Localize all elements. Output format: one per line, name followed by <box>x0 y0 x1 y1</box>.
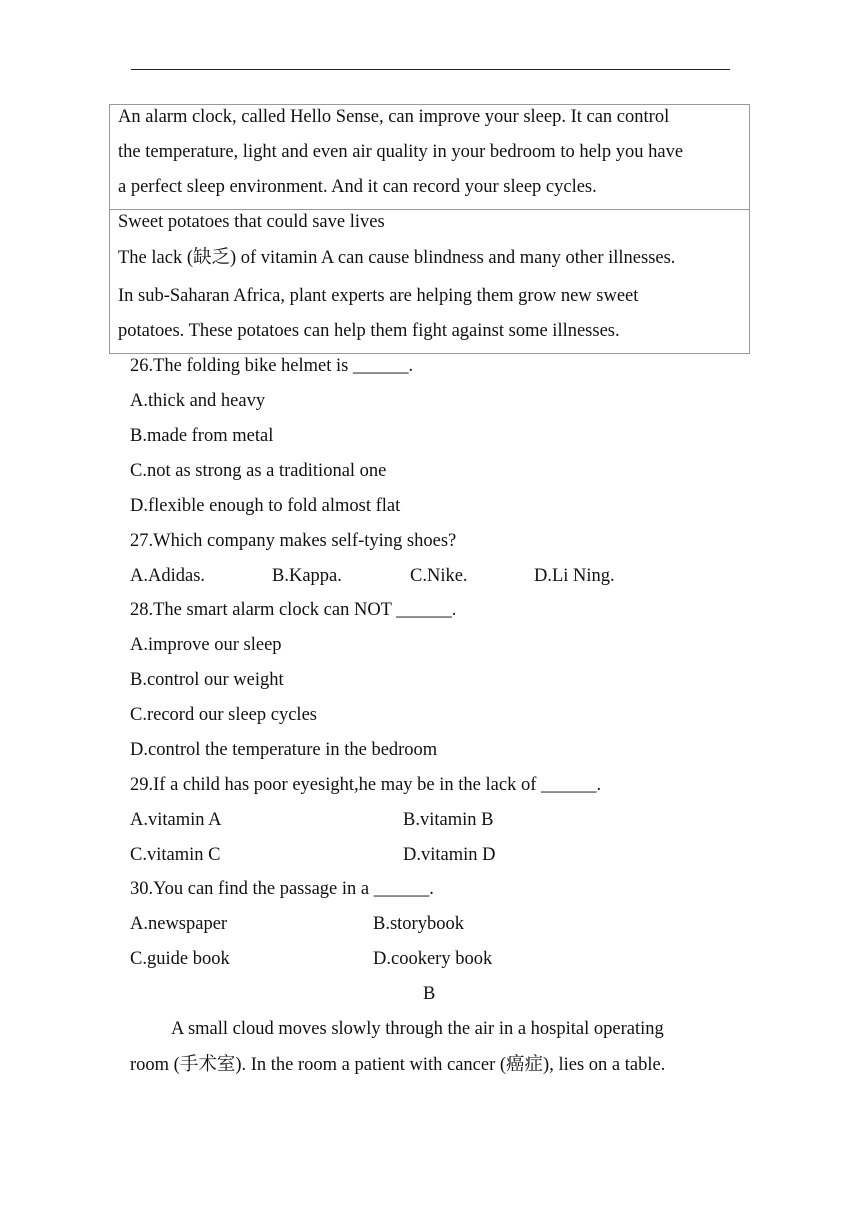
answer-option: B.vitamin B <box>403 810 494 830</box>
passage-line: An alarm clock, called Hello Sense, can improve your sleep. It can control <box>118 107 670 127</box>
answer-option: C.not as strong as a traditional one <box>130 461 387 481</box>
question-stem: 28.The smart alarm clock can NOT ______. <box>130 600 457 620</box>
header-rule <box>131 69 730 70</box>
answer-option: D.control the temperature in the bedroom <box>130 740 438 760</box>
answer-option: B.made from metal <box>130 426 274 446</box>
answer-option: C.Nike. <box>410 566 468 586</box>
passage-title: Sweet potatoes that could save lives <box>118 212 385 232</box>
passage-line: The lack (缺乏) of vitamin A can cause blindness and many other illnesses. <box>118 248 676 268</box>
answer-option: D.flexible enough to fold almost flat <box>130 496 401 516</box>
passage-line: a perfect sleep environment. And it can record your sleep cycles. <box>118 177 597 197</box>
answer-option: B.Kappa. <box>272 566 342 586</box>
question-stem: 30.You can find the passage in a ______. <box>130 879 434 899</box>
answer-option: A.newspaper <box>130 914 228 934</box>
passage-line: room (手术室). In the room a patient with cancer (癌症), lies on a table. <box>130 1055 666 1075</box>
answer-option: A.vitamin A <box>130 810 222 830</box>
answer-option: D.cookery book <box>373 949 493 969</box>
passage-line: A small cloud moves slowly through the air in a hospital operating <box>171 1019 664 1039</box>
answer-option: D.Li Ning. <box>534 566 615 586</box>
question-stem: 27.Which company makes self-tying shoes? <box>130 531 457 551</box>
answer-option: A.improve our sleep <box>130 635 282 655</box>
answer-option: C.vitamin C <box>130 845 221 865</box>
answer-option: D.vitamin D <box>403 845 496 865</box>
passage-line: potatoes. These potatoes can help them fight against some illnesses. <box>118 321 620 341</box>
answer-option: B.control our weight <box>130 670 284 690</box>
section-heading: B <box>423 984 436 1004</box>
answer-option: A.Adidas. <box>130 566 206 586</box>
answer-option: C.record our sleep cycles <box>130 705 317 725</box>
answer-option: A.thick and heavy <box>130 391 266 411</box>
question-stem: 26.The folding bike helmet is ______. <box>130 356 414 376</box>
passage-line: In sub-Saharan Africa, plant experts are helping them grow new sweet <box>118 286 639 306</box>
question-stem: 29.If a child has poor eyesight,he may be in the lack of ______. <box>130 775 602 795</box>
passage-line: the temperature, light and even air quality in your bedroom to help you have <box>118 142 684 162</box>
answer-option: B.storybook <box>373 914 464 934</box>
answer-option: C.guide book <box>130 949 230 969</box>
